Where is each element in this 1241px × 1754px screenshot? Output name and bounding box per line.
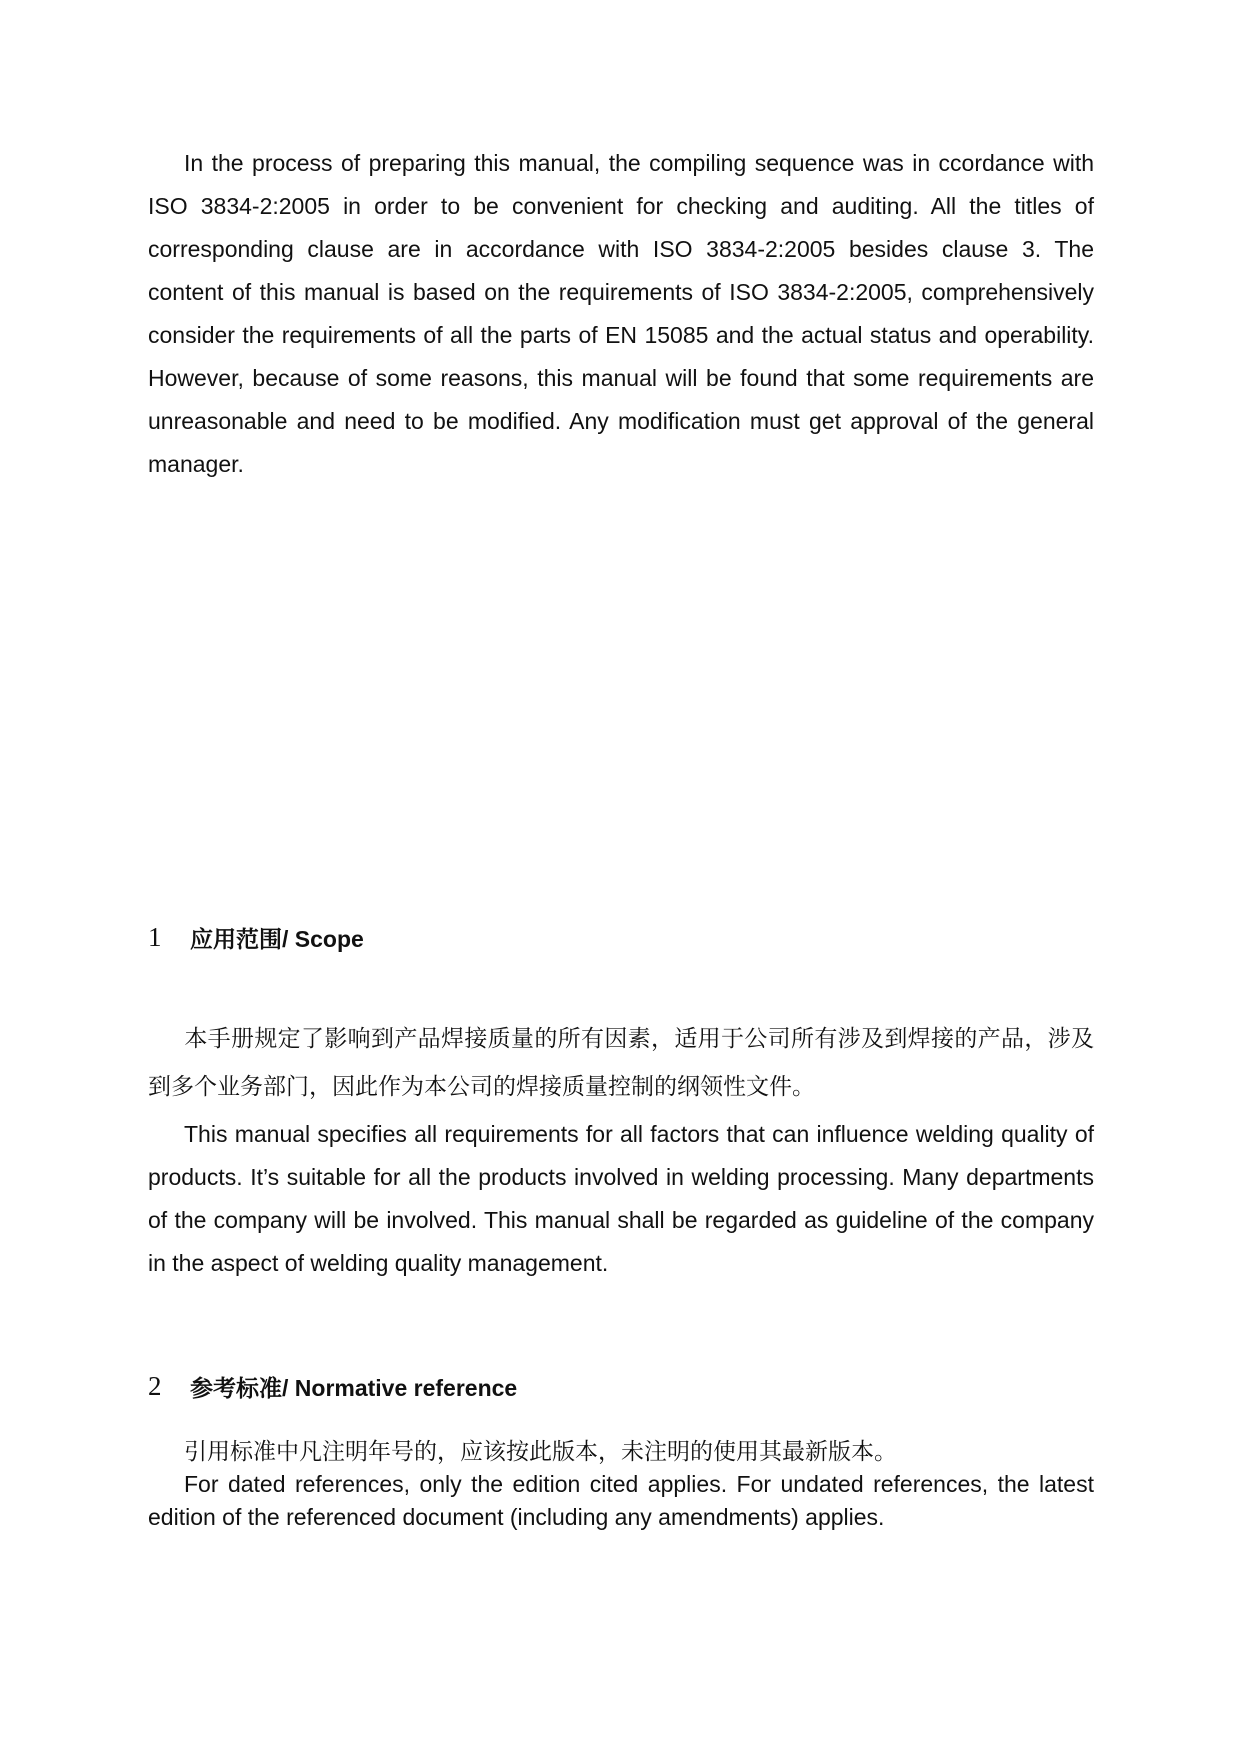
section-title: 参考标准/ Normative reference	[190, 1374, 518, 1401]
reference-english-paragraph	[148, 1468, 1094, 1534]
scope-chinese-paragraph	[148, 1015, 1094, 1111]
section-heading-scope	[148, 919, 364, 955]
scope-english-text: This manual specifies all requirements for all factors that can influence welding quality of products. It’s suitable for all the products involved in welding processing. Many departments of the company will be involved. This manual shall be regarded as guideline of the company in the aspect of welding quality management.	[148, 1121, 1094, 1276]
section-heading-normative-reference	[148, 1368, 517, 1404]
reference-english-text: For dated references, only the edition cited applies. For undated references, the latest edition of the referenced document (including any amendments) applies.	[148, 1471, 1094, 1530]
reference-chinese-text: 引用标准中凡注明年号的，应该按此版本，未注明的使用其最新版本。	[184, 1439, 897, 1465]
scope-english-paragraph	[148, 1113, 1094, 1285]
intro-paragraph	[148, 142, 1094, 486]
scope-chinese-text: 本手册规定了影响到产品焊接质量的所有因素，适用于公司所有涉及到焊接的产品，涉及到多个业务部门，因此作为本公司的焊接质量控制的纲领性文件。	[148, 1026, 1094, 1100]
section-number: 1	[148, 921, 162, 952]
reference-chinese-paragraph	[148, 1434, 1094, 1470]
section-title: 应用范围/ Scope	[190, 925, 364, 952]
section-number: 2	[148, 1370, 162, 1401]
intro-text: In the process of preparing this manual, the compiling sequence was in ccordance with ISO 3834-2:2005 in order to be convenient for checking and auditing. All the titles of corresponding clause are in accordance with ISO 3834-2:2005 besides clause 3. The content of this manual is based on the requirements of ISO 3834-2:2005, comprehensively consider the requirements of all the parts of EN 15085 and the actual status and operability. However, because of some reasons, this manual will be found that some requirements are unreasonable and need to be modified. Any modification must get approval of the general manager.	[148, 150, 1094, 477]
